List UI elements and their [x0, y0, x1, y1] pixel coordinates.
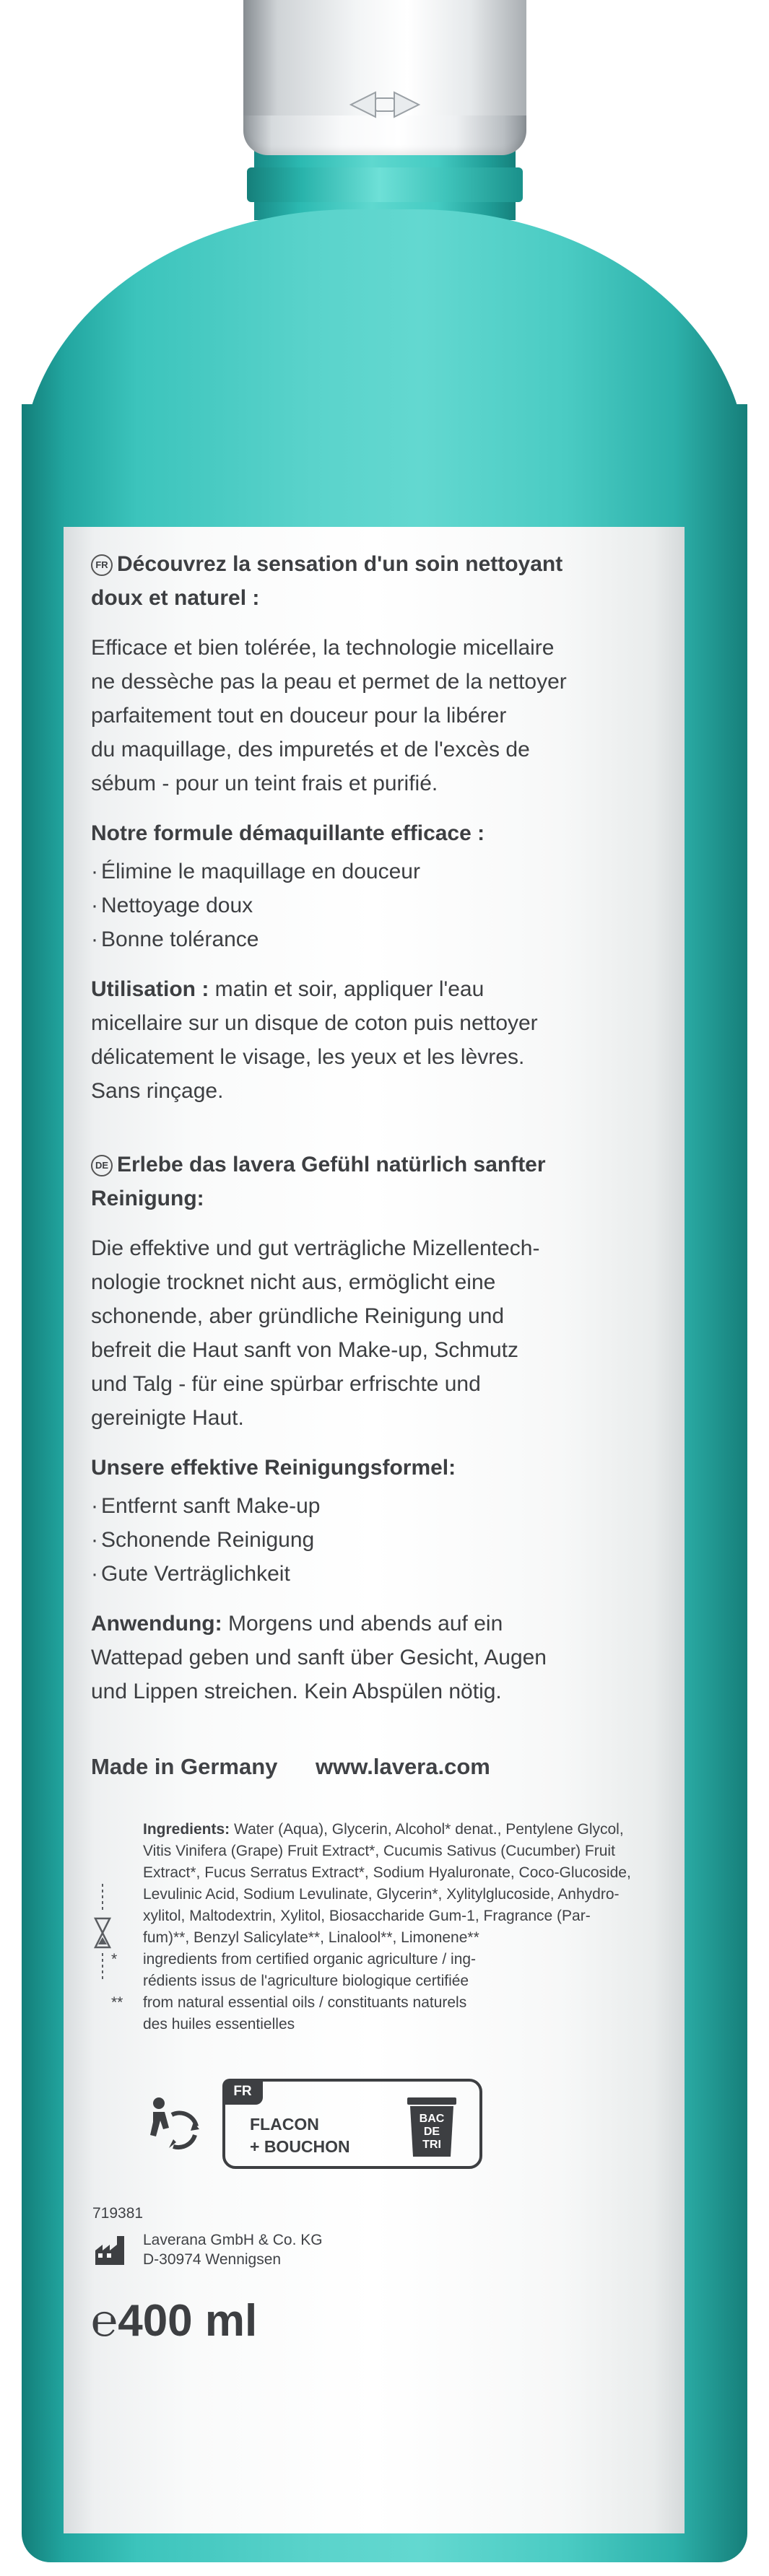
de-bullet: · Entfernt sanft Make-up — [91, 1489, 656, 1523]
fr-intro-line: parfaitement tout en douceur pour la libérer — [91, 704, 507, 728]
manufacturer-icon — [92, 2230, 130, 2268]
de-intro-line: Die effektive und gut verträgliche Mizellentech- — [91, 1236, 540, 1260]
footnote-line: ingredients from certified organic agriculture / ing- — [143, 1951, 477, 1968]
country-tab: FR — [222, 2079, 263, 2105]
language-badge-fr: FR — [91, 554, 113, 576]
fr-heading-line: Découvrez la sensation d'un soin nettoyant — [117, 552, 563, 576]
de-heading — [91, 1148, 656, 1182]
ingredients-line: xylitol, Maltodextrin, Xylitol, Biosaccharide Gum-1, Fragrance (Par- — [143, 1908, 591, 1924]
footnote-mark: ** — [111, 1994, 123, 2011]
sorting-line: + BOUCHON — [250, 2137, 350, 2156]
de-heading-line: Erlebe das lavera Gefühl natürlich sanfter — [117, 1153, 546, 1176]
fr-bullet: · Nettoyage doux — [91, 888, 656, 922]
bin-text: DE — [423, 2126, 440, 2138]
de-usage-label: Anwendung: — [91, 1612, 222, 1636]
fr-usage-line: Sans rinçage. — [91, 1079, 224, 1103]
footnote-line: from natural essential oils / constituants naturels — [143, 1994, 467, 2011]
fr-usage — [91, 972, 656, 1006]
fr-usage-line: délicatement le visage, les yeux et les lèvres. — [91, 1045, 525, 1069]
fr-bullet: · Bonne tolérance — [91, 922, 656, 956]
ingredients — [111, 1819, 656, 2035]
ingredients-line: Vitis Vinifera (Grape) Fruit Extract*, Cucumis Sativus (Cucumber) Fruit — [143, 1843, 615, 1859]
footnote-line: rédients issus de l'agriculture biologique certifiée — [143, 1973, 469, 1989]
de-section — [91, 1148, 656, 1708]
de-intro-line: gereinigte Haut. — [91, 1406, 244, 1430]
website-link[interactable]: www.lavera.com — [316, 1754, 490, 1779]
de-usage-line: und Lippen streichen. Kein Abspülen nötig. — [91, 1680, 502, 1703]
ingredients-line: Extract*, Fucus Serratus Extract*, Sodium Hyaluronate, Coco-Glucoside, — [143, 1864, 631, 1881]
de-bullet: · Gute Verträglichkeit — [91, 1557, 656, 1591]
bin-text: TRI — [422, 2139, 441, 2151]
sorting-text — [250, 2113, 350, 2158]
fr-usage-line: micellaire sur un disque de coton puis nettoyer — [91, 1011, 538, 1035]
de-intro-line: befreit die Haut sanft von Make-up, Schmutz — [91, 1338, 518, 1362]
product-code: 719381 — [92, 2205, 144, 2222]
ingredients-text: Water (Aqua), Glycerin, Alcohol* denat., Pentylene Glycol, — [230, 1821, 624, 1838]
triman-recycle-icon — [143, 2093, 201, 2151]
volume: ℮400 ml — [91, 2296, 258, 2346]
fr-intro-line: sébum - pour un teint frais et purifié. — [91, 772, 438, 795]
footnote-mark: * — [111, 1951, 118, 1968]
neck-ring — [247, 167, 523, 202]
manufacturer-line: Laverana GmbH & Co. KG — [143, 2232, 323, 2248]
fr-section — [91, 547, 656, 1108]
de-heading-line: Reinigung: — [91, 1187, 204, 1210]
de-usage — [91, 1607, 656, 1641]
footnote — [111, 1992, 656, 2035]
fr-usage-text: matin et soir, appliquer l'eau — [209, 977, 485, 1001]
sorting-info-box — [222, 2079, 482, 2169]
de-usage-line: Wattepad geben und sanft über Gesicht, Augen — [91, 1646, 547, 1669]
de-intro-line: nologie trocknet nicht aus, ermöglicht eine — [91, 1270, 496, 1294]
footnote-line: des huiles essentielles — [143, 2016, 295, 2033]
fr-usage-label: Utilisation : — [91, 977, 209, 1001]
made-in: Made in Germany — [91, 1754, 278, 1779]
back-label — [64, 527, 685, 2533]
ingredients-line: Levulinic Acid, Sodium Levulinate, Glycerin*, Xylitylglucoside, Anhydro- — [143, 1886, 620, 1903]
fr-formula-heading: Notre formule démaquillante efficace : — [91, 821, 485, 845]
de-intro-line: schonende, aber gründliche Reinigung und — [91, 1304, 505, 1328]
fr-intro-line: Efficace et bien tolérée, la technologie micellaire — [91, 636, 555, 660]
footnote — [111, 1949, 656, 1992]
de-formula-heading: Unsere effektive Reinigungsformel: — [91, 1456, 456, 1480]
language-badge-de: DE — [91, 1155, 113, 1176]
ingredients-line: fum)**, Benzyl Salicylate**, Linalool**, Limonene** — [143, 1929, 479, 1946]
de-bullet: · Schonende Reinigung — [91, 1523, 656, 1557]
fr-heading — [91, 547, 656, 581]
cap-hinge-icon — [345, 88, 425, 121]
de-usage-text: Morgens und abends auf ein — [222, 1612, 503, 1636]
manufacturer-line: D-30974 Wennigsen — [143, 2251, 282, 2268]
ingredients-label: Ingredients: — [143, 1821, 230, 1838]
sorting-line: FLACON — [250, 2115, 319, 2134]
hourglass-icon — [92, 1884, 113, 1981]
fr-bullet: · Élimine le maquillage en douceur — [91, 855, 656, 888]
ingredients-line — [143, 1819, 656, 1841]
bin-text: BAC — [419, 2113, 445, 2125]
recycling-bin-icon — [399, 2095, 465, 2161]
origin-row — [91, 1754, 656, 1780]
fr-intro-line: ne dessèche pas la peau et permet de la nettoyer — [91, 670, 567, 694]
fr-intro-line: du maquillage, des impuretés et de l'excès de — [91, 738, 530, 761]
de-intro-line: und Talg - für eine spürbar erfrischte und — [91, 1372, 481, 1396]
manufacturer — [143, 2230, 323, 2269]
fr-heading-line: doux et naturel : — [91, 586, 260, 610]
